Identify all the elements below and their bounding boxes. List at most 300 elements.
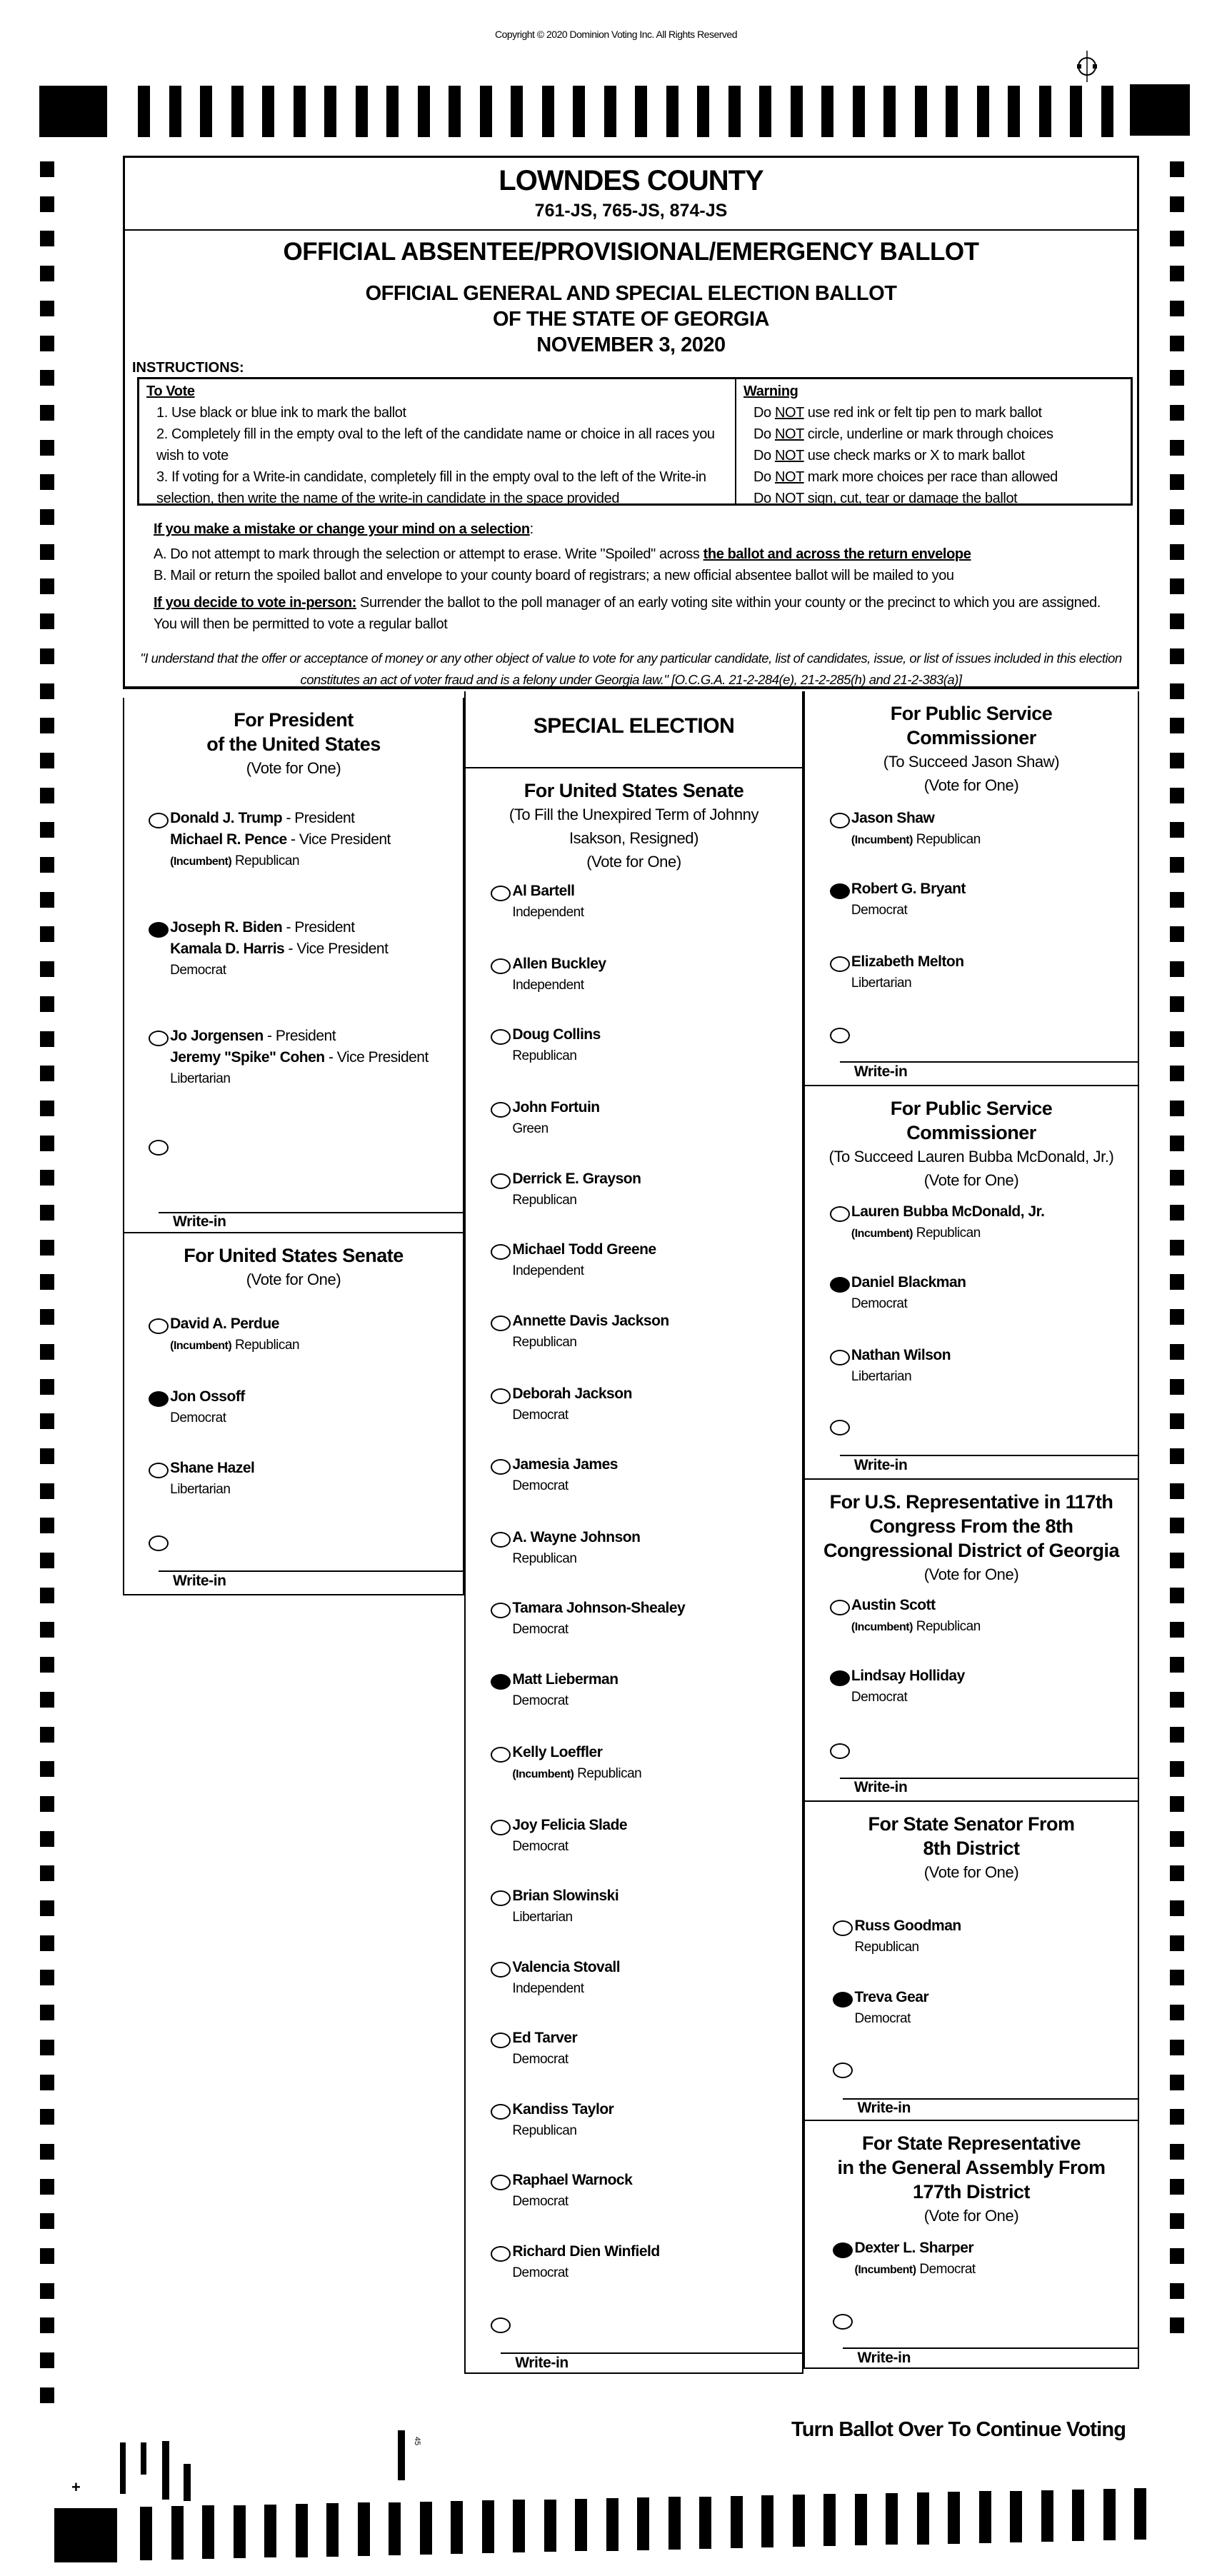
warning-line: [743, 402, 1123, 424]
party-name: Independent: [512, 1263, 584, 1279]
timing-bar: [326, 2503, 339, 2556]
divider: [125, 229, 1137, 231]
timing-bar: [386, 86, 399, 137]
oval-empty[interactable]: [830, 1600, 850, 1615]
candidate[interactable]: [512, 1239, 656, 1282]
candidate-line: [512, 2241, 659, 2262]
timing-square: [40, 440, 54, 456]
race-title: Congressional District of Georgia: [823, 1539, 1120, 1561]
warning-text: use red ink or felt tip pen to mark ballot: [807, 405, 1042, 421]
race-us-rep: [803, 1480, 1139, 1802]
timing-square: [40, 1379, 54, 1395]
oval-filled[interactable]: [149, 922, 169, 938]
timing-square: [1170, 2144, 1184, 2160]
candidate-party-line: [512, 1118, 599, 1140]
candidate-party-line: [512, 1261, 656, 1282]
candidate-party-line: [851, 1293, 966, 1315]
oval-empty[interactable]: [491, 1102, 511, 1118]
incumbent-badge: (Incumbent): [851, 1620, 913, 1633]
timing-bar: [542, 86, 554, 137]
candidate-name: Lauren Bubba McDonald, Jr.: [851, 1203, 1045, 1220]
oval-filled[interactable]: [830, 1277, 850, 1293]
oval-empty[interactable]: [149, 1318, 169, 1334]
candidate[interactable]: [855, 1987, 929, 2030]
timing-square: [40, 1970, 54, 1985]
candidate-party-line: [512, 1978, 620, 2000]
oval-filled[interactable]: [830, 1670, 850, 1686]
race-title: For United States Senate: [524, 780, 744, 802]
timing-bar: [948, 2492, 960, 2543]
timing-bar: [1041, 2490, 1053, 2542]
party-name: Independent: [512, 904, 584, 920]
candidate[interactable]: [512, 1815, 627, 1858]
oval-empty[interactable]: [491, 2104, 511, 2120]
mistake-b: B. Mail or return the spoiled ballot and envelope to your county board of registrars; a new official absentee ballot will be mailed to you: [154, 568, 954, 583]
candidate-party-line: [170, 1479, 254, 1500]
write-in-label: Write-in: [857, 2349, 911, 2366]
timing-square: [1170, 1831, 1184, 1847]
candidate[interactable]: [512, 1024, 601, 1067]
timing-bar: [358, 2502, 370, 2555]
race-title: For President: [234, 708, 354, 731]
party-name: Republican: [234, 1338, 300, 1353]
candidate[interactable]: [851, 808, 981, 851]
write-in-oval[interactable]: [833, 2063, 853, 2078]
candidate-name: A. Wayne Johnson: [512, 1528, 641, 1545]
candidate[interactable]: [851, 1345, 951, 1388]
warning-line: [743, 445, 1123, 466]
candidate[interactable]: [512, 1097, 599, 1140]
party-name: Democrat: [851, 903, 908, 918]
party-name: Republican: [916, 1225, 981, 1241]
candidate-party-line: [851, 1616, 981, 1638]
timing-square: [1170, 1796, 1184, 1812]
race-title: Congress From the 8th: [869, 1515, 1073, 1537]
party-name: Republican: [512, 1550, 577, 1566]
candidate-role: - Vice President: [284, 940, 389, 957]
timing-bar: [761, 2495, 773, 2547]
candidate[interactable]: [512, 1598, 685, 1640]
oval-empty[interactable]: [491, 2175, 511, 2190]
oval-empty[interactable]: [491, 1532, 511, 1548]
timing-square: [40, 2109, 54, 2125]
timing-square: [1170, 266, 1184, 281]
timing-square: [40, 1900, 54, 1916]
candidate-name: Brian Slowinski: [512, 1888, 619, 1905]
oval-empty[interactable]: [491, 958, 511, 974]
timing-bar: [169, 86, 181, 137]
timing-bar: [666, 86, 678, 137]
race-subtitle: (Vote for One): [586, 853, 681, 871]
write-in-oval[interactable]: [491, 2317, 511, 2333]
incumbent-badge: (Incumbent): [512, 1768, 574, 1780]
to-vote-title: To Vote: [146, 384, 195, 399]
timing-square: [1170, 2005, 1184, 2020]
warning-prefix: Do: [753, 469, 771, 485]
timing-square: [1170, 892, 1184, 908]
incumbent-badge: (Incumbent): [854, 2264, 916, 2277]
write-in-oval[interactable]: [830, 1420, 850, 1435]
race-psc-shaw: [803, 691, 1139, 1086]
oval-empty[interactable]: [491, 886, 511, 901]
party-name: Democrat: [851, 1296, 908, 1312]
timing-bar: [886, 2493, 898, 2545]
timing-square: [40, 2144, 54, 2160]
oval-empty[interactable]: [833, 1920, 853, 1936]
race-title: of the United States: [206, 733, 381, 755]
candidate-party-line: [855, 2008, 929, 2030]
candidate-line: [855, 1915, 961, 1937]
mistake-a: [154, 543, 1130, 565]
registration-cross-icon: +: [71, 2478, 81, 2496]
timing-square: [1170, 1518, 1184, 1533]
timing-bar: [883, 86, 896, 137]
timing-square: [1170, 1588, 1184, 1603]
timing-bar: [451, 2501, 463, 2554]
election-line: OFFICIAL GENERAL AND SPECIAL ELECTION BALLOT: [365, 282, 897, 305]
candidate-party-line: [851, 973, 964, 994]
party-name: Republican: [854, 1939, 919, 1955]
oval-filled[interactable]: [830, 883, 850, 899]
timing-bar: [1070, 86, 1082, 137]
timing-square: [1170, 1274, 1184, 1290]
oval-empty[interactable]: [830, 1350, 850, 1365]
oval-empty[interactable]: [149, 1031, 169, 1046]
candidate[interactable]: [512, 2099, 614, 2142]
party-name: Democrat: [512, 2052, 569, 2068]
candidate[interactable]: [512, 2241, 659, 2284]
candidate[interactable]: [855, 1915, 961, 1958]
write-in-label: Write-in: [857, 2100, 911, 2117]
candidate-party-line: [512, 2120, 614, 2142]
timing-square: [40, 1553, 54, 1568]
oval-empty[interactable]: [491, 1890, 511, 1906]
race-header: [124, 708, 463, 780]
candidate-party-line: [170, 1068, 429, 1090]
timing-square: [40, 857, 54, 873]
timing-bar: [917, 2492, 929, 2545]
candidate-role: - President: [282, 809, 355, 826]
timing-square: [1170, 405, 1184, 421]
party-name: Democrat: [512, 1478, 569, 1494]
timing-square: [40, 266, 54, 281]
timing-square: [40, 1483, 54, 1499]
candidate[interactable]: [512, 1527, 640, 1570]
candidate[interactable]: [512, 953, 606, 996]
candidate-line: [512, 881, 584, 902]
write-in-oval[interactable]: [149, 1140, 169, 1156]
oval-filled[interactable]: [491, 1674, 511, 1690]
timing-square: [40, 1448, 54, 1464]
party-name: Libertarian: [170, 1071, 231, 1087]
candidate-name: Jamesia James: [512, 1456, 618, 1473]
write-in-oval[interactable]: [830, 1743, 850, 1759]
timing-square: [1170, 1483, 1184, 1499]
timing-square: [1170, 1900, 1184, 1916]
turn-over-notice: Turn Ballot Over To Continue Voting: [791, 2418, 1126, 2441]
timing-square: [40, 2075, 54, 2090]
oval-empty[interactable]: [830, 1206, 850, 1222]
timing-square: [40, 892, 54, 908]
in-person-text: Surrender the ballot to the poll manager of an early voting site within your county or the precinct to which you are assigned. You will then be permitted to vote a regular ballot: [154, 595, 1101, 632]
oval-empty[interactable]: [491, 1315, 511, 1331]
candidate-name: Joseph R. Biden: [170, 918, 283, 936]
oval-filled[interactable]: [833, 2242, 853, 2258]
candidate-line: [170, 1313, 299, 1335]
party-name: Democrat: [512, 2265, 569, 2281]
candidate-party-line: [512, 1190, 641, 1211]
race-subtitle: (Vote for One): [923, 1863, 1019, 1882]
timing-square: [1170, 2179, 1184, 2195]
candidate[interactable]: [851, 1595, 981, 1638]
mistake-heading: [154, 518, 534, 540]
timing-square: [40, 544, 54, 560]
candidate[interactable]: [512, 881, 584, 923]
race-state-rep: [803, 2121, 1139, 2369]
timing-bar: [573, 86, 585, 137]
timing-block: [1130, 84, 1190, 136]
write-in-label: Write-in: [173, 1572, 226, 1589]
candidate-name: Derrick E. Grayson: [512, 1170, 641, 1187]
race-title: Commissioner: [906, 1121, 1036, 1143]
candidate[interactable]: [512, 1885, 618, 1928]
oval-empty[interactable]: [491, 1388, 511, 1404]
candidate-party-line: [512, 2049, 577, 2070]
candidate[interactable]: [851, 1201, 1045, 1245]
candidate-line: [170, 1026, 429, 1047]
candidate-name: Joy Felicia Slade: [512, 1816, 628, 1833]
warning-text: sign, cut, tear or damage the ballot: [807, 491, 1018, 506]
candidate[interactable]: [851, 1272, 966, 1315]
timing-square: [1170, 2283, 1184, 2299]
oval-empty[interactable]: [491, 1029, 511, 1045]
candidate[interactable]: [512, 1383, 632, 1426]
candidate-line: [512, 1383, 632, 1405]
timing-bar: [418, 86, 430, 137]
candidate[interactable]: [851, 878, 966, 921]
candidate-name: Elizabeth Melton: [851, 953, 964, 971]
oval-empty[interactable]: [491, 1820, 511, 1835]
timing-square: [1170, 961, 1184, 977]
timing-square: [1170, 2075, 1184, 2090]
timing-square: [40, 2283, 54, 2299]
candidate-party-line: [512, 975, 606, 996]
timing-square: [40, 474, 54, 490]
timing-square: [40, 1865, 54, 1881]
candidate-name: Lindsay Holliday: [851, 1668, 965, 1685]
timing-square: [1170, 370, 1184, 386]
timing-square: [1170, 822, 1184, 838]
race-title: For Public Service: [890, 1097, 1053, 1119]
timing-square: [1170, 336, 1184, 351]
candidate-role: - Vice President: [324, 1049, 429, 1066]
candidate[interactable]: [170, 1458, 254, 1500]
race-subtitle: (To Fill the Unexpired Term of Johnny: [509, 806, 759, 824]
candidate-line: [512, 1598, 685, 1619]
candidate[interactable]: [851, 951, 964, 994]
oval-empty[interactable]: [830, 956, 850, 972]
colon: :: [529, 521, 534, 537]
write-in-oval[interactable]: [833, 2314, 853, 2330]
race-header: [466, 778, 802, 873]
timing-bar: [138, 86, 150, 137]
timing-square: [1170, 1205, 1184, 1221]
candidate[interactable]: [512, 1310, 668, 1353]
timing-bar: [793, 2495, 805, 2547]
timing-bar: [544, 2500, 556, 2552]
candidate[interactable]: [512, 2028, 577, 2070]
timing-square: [40, 1309, 54, 1325]
timing-square: [40, 2213, 54, 2229]
candidate[interactable]: [512, 1454, 618, 1497]
timing-bar: [604, 86, 616, 137]
candidate-line: [512, 1168, 641, 1190]
candidate[interactable]: [170, 1386, 245, 1429]
race-subtitle: (Vote for One): [923, 2207, 1019, 2225]
sheet-code: 45: [413, 2436, 422, 2446]
candidate-line: [512, 953, 606, 975]
timing-bar: [699, 2497, 711, 2549]
timing-square: [1170, 996, 1184, 1012]
oval-empty[interactable]: [491, 1962, 511, 1978]
timing-bar: [171, 2506, 184, 2560]
timing-bar: [668, 2497, 681, 2549]
party-name: Green: [512, 1121, 549, 1137]
candidate-line: [512, 1097, 599, 1118]
timing-square: [1170, 1692, 1184, 1708]
timing-square: [40, 961, 54, 977]
oval-empty[interactable]: [491, 1244, 511, 1260]
candidate[interactable]: [170, 1313, 299, 1357]
timing-square: [1170, 1170, 1184, 1186]
candidate-line: [170, 1047, 429, 1068]
to-vote-line: 3. If voting for a Write-in candidate, completely fill in the empty oval to the left of the Write-in selection, then write the name of the write-in candidate in the space provided: [156, 469, 706, 506]
write-in-oval[interactable]: [830, 1028, 850, 1043]
timing-square: [40, 1796, 54, 1812]
timing-square: [1170, 2248, 1184, 2264]
oval-empty[interactable]: [830, 813, 850, 828]
timing-square: [40, 2248, 54, 2264]
party-name: Democrat: [512, 1693, 569, 1709]
election-line: OF THE STATE OF GEORGIA: [493, 308, 769, 331]
candidate-name: Treva Gear: [854, 1988, 929, 2005]
candidate-party-line: [512, 1332, 668, 1353]
oval-empty[interactable]: [491, 1459, 511, 1475]
timing-square: [1170, 788, 1184, 803]
timing-bar: [511, 86, 523, 137]
candidate[interactable]: [512, 1168, 641, 1211]
timing-square: [1170, 648, 1184, 664]
candidate-party-line: [512, 2262, 659, 2284]
candidate-party-line: [512, 1475, 618, 1497]
candidate-name: John Fortuin: [512, 1099, 600, 1116]
timing-bar: [480, 86, 492, 137]
timing-bar: [977, 86, 989, 137]
race-psc-mcdonald: [803, 1086, 1139, 1480]
candidate[interactable]: [512, 1742, 641, 1785]
candidate-line: [512, 1527, 640, 1548]
candidate-name: Michael R. Pence: [170, 831, 287, 848]
timing-square: [1170, 683, 1184, 699]
candidate[interactable]: [170, 808, 391, 873]
party-name: Libertarian: [170, 1481, 231, 1497]
candidate-line: [512, 1742, 641, 1763]
candidate-party-line: [170, 851, 391, 873]
timing-square: [40, 509, 54, 525]
candidate-name: Matt Lieberman: [512, 1671, 618, 1688]
candidate-line: [855, 2237, 976, 2259]
candidate-name: Valencia Stovall: [512, 1958, 621, 1975]
oval-filled[interactable]: [833, 1992, 853, 2008]
candidate-party-line: [855, 1937, 961, 1958]
race-title: For State Senator From: [868, 1813, 1075, 1835]
oval-empty[interactable]: [149, 813, 169, 828]
candidate-party-line: [512, 2191, 632, 2212]
timing-square: [1170, 1622, 1184, 1638]
timing-square: [40, 301, 54, 316]
race-title: 8th District: [923, 1838, 1020, 1860]
warning-prefix: Do: [753, 448, 771, 463]
warning-prefix: Do: [753, 491, 771, 506]
oval-filled[interactable]: [149, 1391, 169, 1407]
candidate[interactable]: [512, 1669, 618, 1712]
oval-empty[interactable]: [491, 2246, 511, 2262]
candidate[interactable]: [855, 2237, 976, 2281]
oval-empty[interactable]: [149, 1463, 169, 1478]
write-in-oval[interactable]: [149, 1535, 169, 1551]
ballot-type: OFFICIAL ABSENTEE/PROVISIONAL/EMERGENCY BALLOT: [283, 238, 979, 266]
candidate[interactable]: [170, 1026, 429, 1090]
candidate-party-line: [512, 1690, 618, 1712]
party-name: Democrat: [170, 1410, 226, 1426]
timing-bar: [200, 86, 212, 137]
race-subtitle: (Vote for One): [246, 1270, 341, 1288]
candidate[interactable]: [512, 2170, 632, 2212]
party-name: Independent: [512, 977, 584, 993]
oval-empty[interactable]: [491, 2033, 511, 2048]
write-in-label: Write-in: [853, 1456, 908, 1473]
timing-bar: [759, 86, 771, 137]
candidate-party-line: [170, 960, 388, 981]
oval-empty[interactable]: [491, 1747, 511, 1763]
timing-bar: [234, 2505, 246, 2559]
mistake-a-text: A. Do not attempt to mark through the selection or attempt to erase. Write "Spoiled" across: [154, 546, 703, 562]
candidate-name: Tamara Johnson-Shealey: [512, 1600, 686, 1617]
candidate-party-line: [512, 1046, 601, 1067]
candidate-name: Jeremy "Spike" Cohen: [170, 1049, 325, 1066]
oval-empty[interactable]: [491, 1173, 511, 1189]
candidate-line: [851, 1272, 966, 1293]
candidate[interactable]: [512, 1957, 620, 2000]
candidate-name: Kandiss Taylor: [512, 2100, 614, 2118]
candidate[interactable]: [851, 1665, 965, 1708]
candidate[interactable]: [170, 917, 388, 981]
party-name: Libertarian: [851, 1369, 912, 1385]
candidate-party-line: [512, 1836, 627, 1858]
timing-square: [1170, 544, 1184, 560]
candidate-party-line: [512, 1619, 685, 1640]
timing-block: [54, 2508, 117, 2562]
timing-bar: [449, 86, 461, 137]
barcode-mark: [162, 2441, 169, 2500]
warning-not: NOT: [774, 491, 804, 506]
candidate-party-line: [851, 1687, 965, 1708]
timing-square: [40, 1657, 54, 1673]
oval-empty[interactable]: [491, 1603, 511, 1618]
candidate-line: [851, 1665, 965, 1687]
timing-square: [1170, 613, 1184, 629]
barcode-mark: [398, 2430, 405, 2480]
